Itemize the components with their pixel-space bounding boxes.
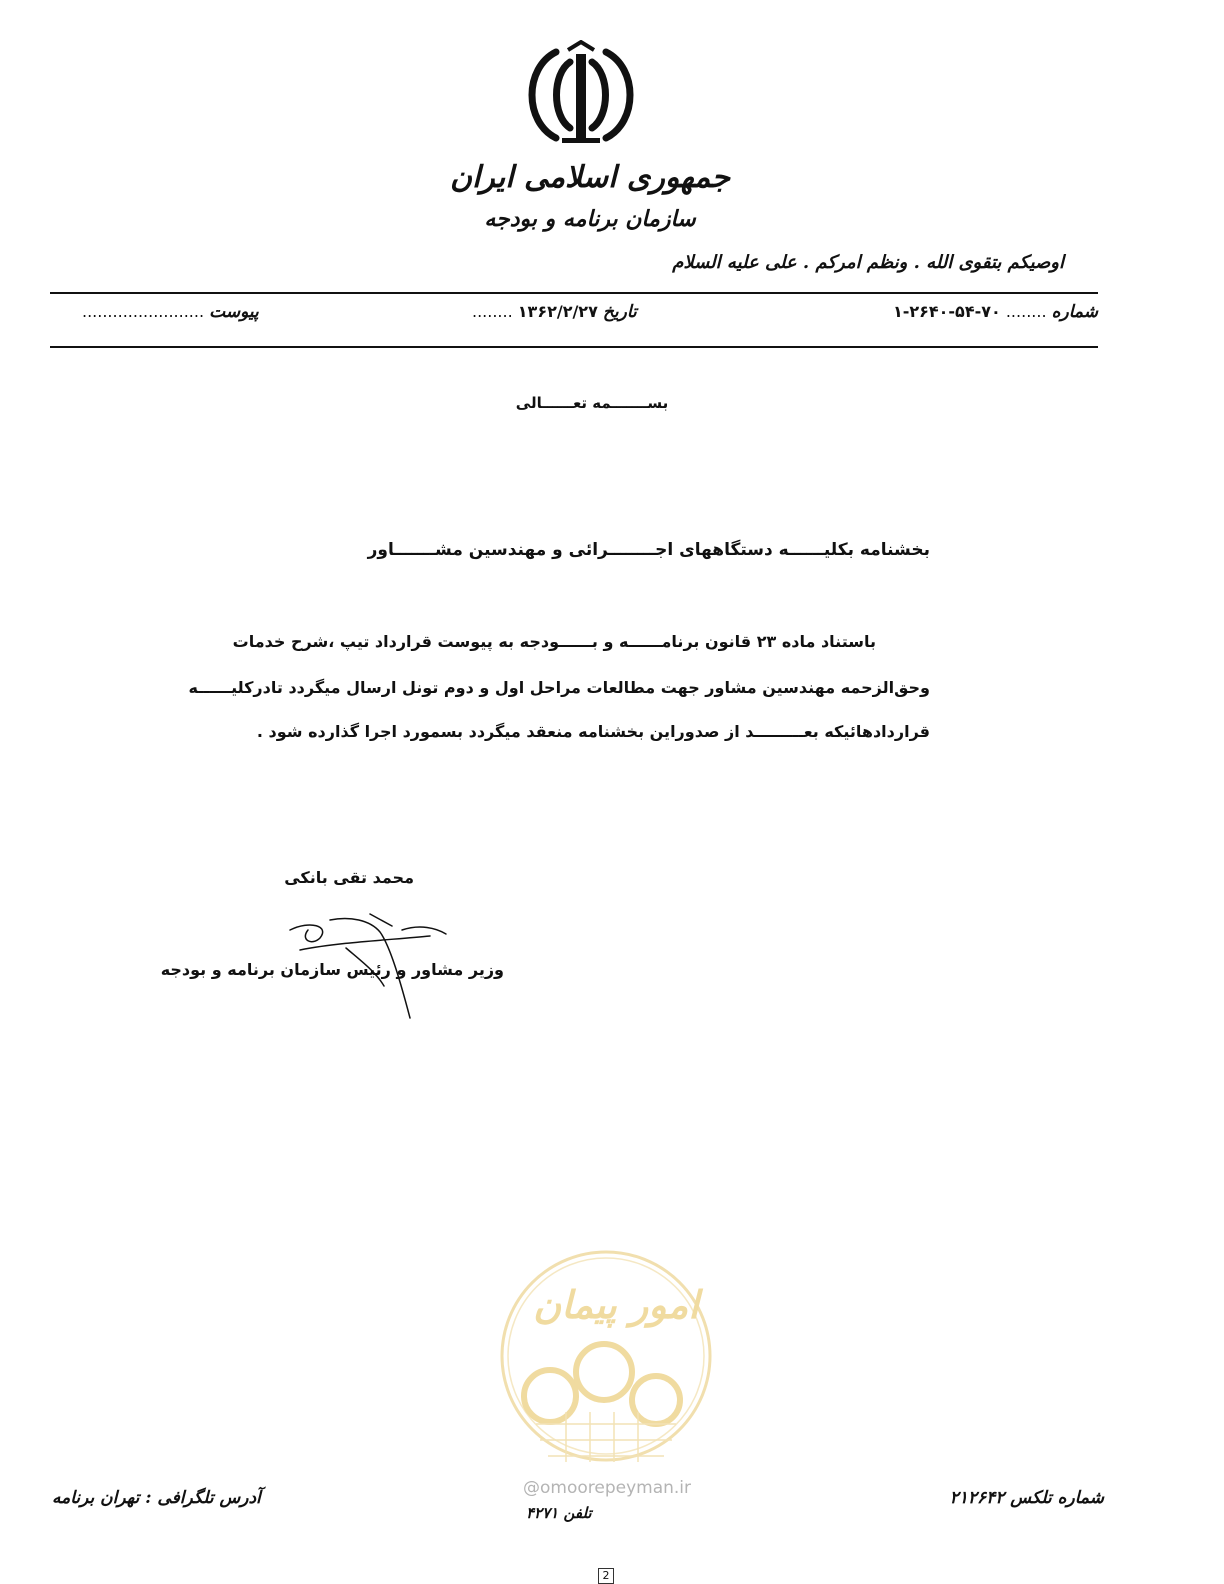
attachment-label: پیوست — [209, 302, 259, 322]
omoor-peyman-watermark-stamp — [496, 1236, 716, 1496]
body-line-1: باستناد ماده ۲۳ قانون برنامــــــه و بــــــودجه به پیوست قرارداد تیپ ،شرح خدمات — [232, 632, 876, 651]
stamp-url: @omoorepeyman.ir — [522, 1478, 692, 1498]
letter-date — [472, 302, 637, 322]
number-label: شماره — [1051, 302, 1098, 322]
organization-name: سازمان برنامه و بودجه — [484, 206, 696, 232]
header-rule-top — [50, 292, 1098, 294]
country-name: جمهوری اسلامی ایران — [449, 160, 731, 195]
body-line-3: قراردادهائیکه بعـــــــــد از صدوراین بخشنامه منعقد میگردد بسمورد اجرا گذارده شود . — [256, 722, 930, 741]
circular-title: بخشنامه بکلیــــــه دستگاههای اجــــــــرائی و مهندسین مشـــــــاور — [367, 540, 930, 560]
attachment-dots: ........................ — [82, 302, 205, 321]
page-number: 2 — [598, 1568, 614, 1584]
motto: اوصیکم بتقوی الله . ونظم امرکم . علی علیه السلام — [672, 252, 1064, 273]
date-label: تاریخ — [602, 302, 637, 322]
date-dots: ........ — [472, 302, 513, 321]
stamp-text: امور پیمان — [533, 1282, 699, 1327]
iran-emblem-icon — [516, 40, 646, 150]
body-line-2: وحق‌الزحمه مهندسین مشاور جهت مطالعات مراحل اول و دوم تونل ارسال میگردد تادرکلیــــــه — [188, 678, 930, 697]
signer-title: وزیر مشاور و رئیس سازمان برنامه و بودجه — [160, 960, 504, 979]
letter-attachment — [82, 302, 259, 322]
date-value: ۱۳۶۲/۲/۲۷ — [517, 302, 598, 321]
letter-number — [893, 302, 1098, 322]
signer-name: محمد تقی بانکی — [284, 868, 414, 887]
number-dots: ........ — [1005, 302, 1047, 321]
basmala: بســـــــمه تعــــــالی — [515, 394, 669, 412]
header-rule-bottom — [50, 346, 1098, 348]
footer-phone: تلفن ۴۲۷۱ — [526, 1504, 592, 1522]
footer-telex: شماره تلکس ۲۱۲۶۴۲ — [949, 1488, 1104, 1508]
footer-telegraph-address: آدرس تلگرافی : تهران برنامه — [52, 1488, 261, 1508]
number-value: ۷۰-۵۴-۲۶۴۰-۱ — [892, 302, 1001, 321]
